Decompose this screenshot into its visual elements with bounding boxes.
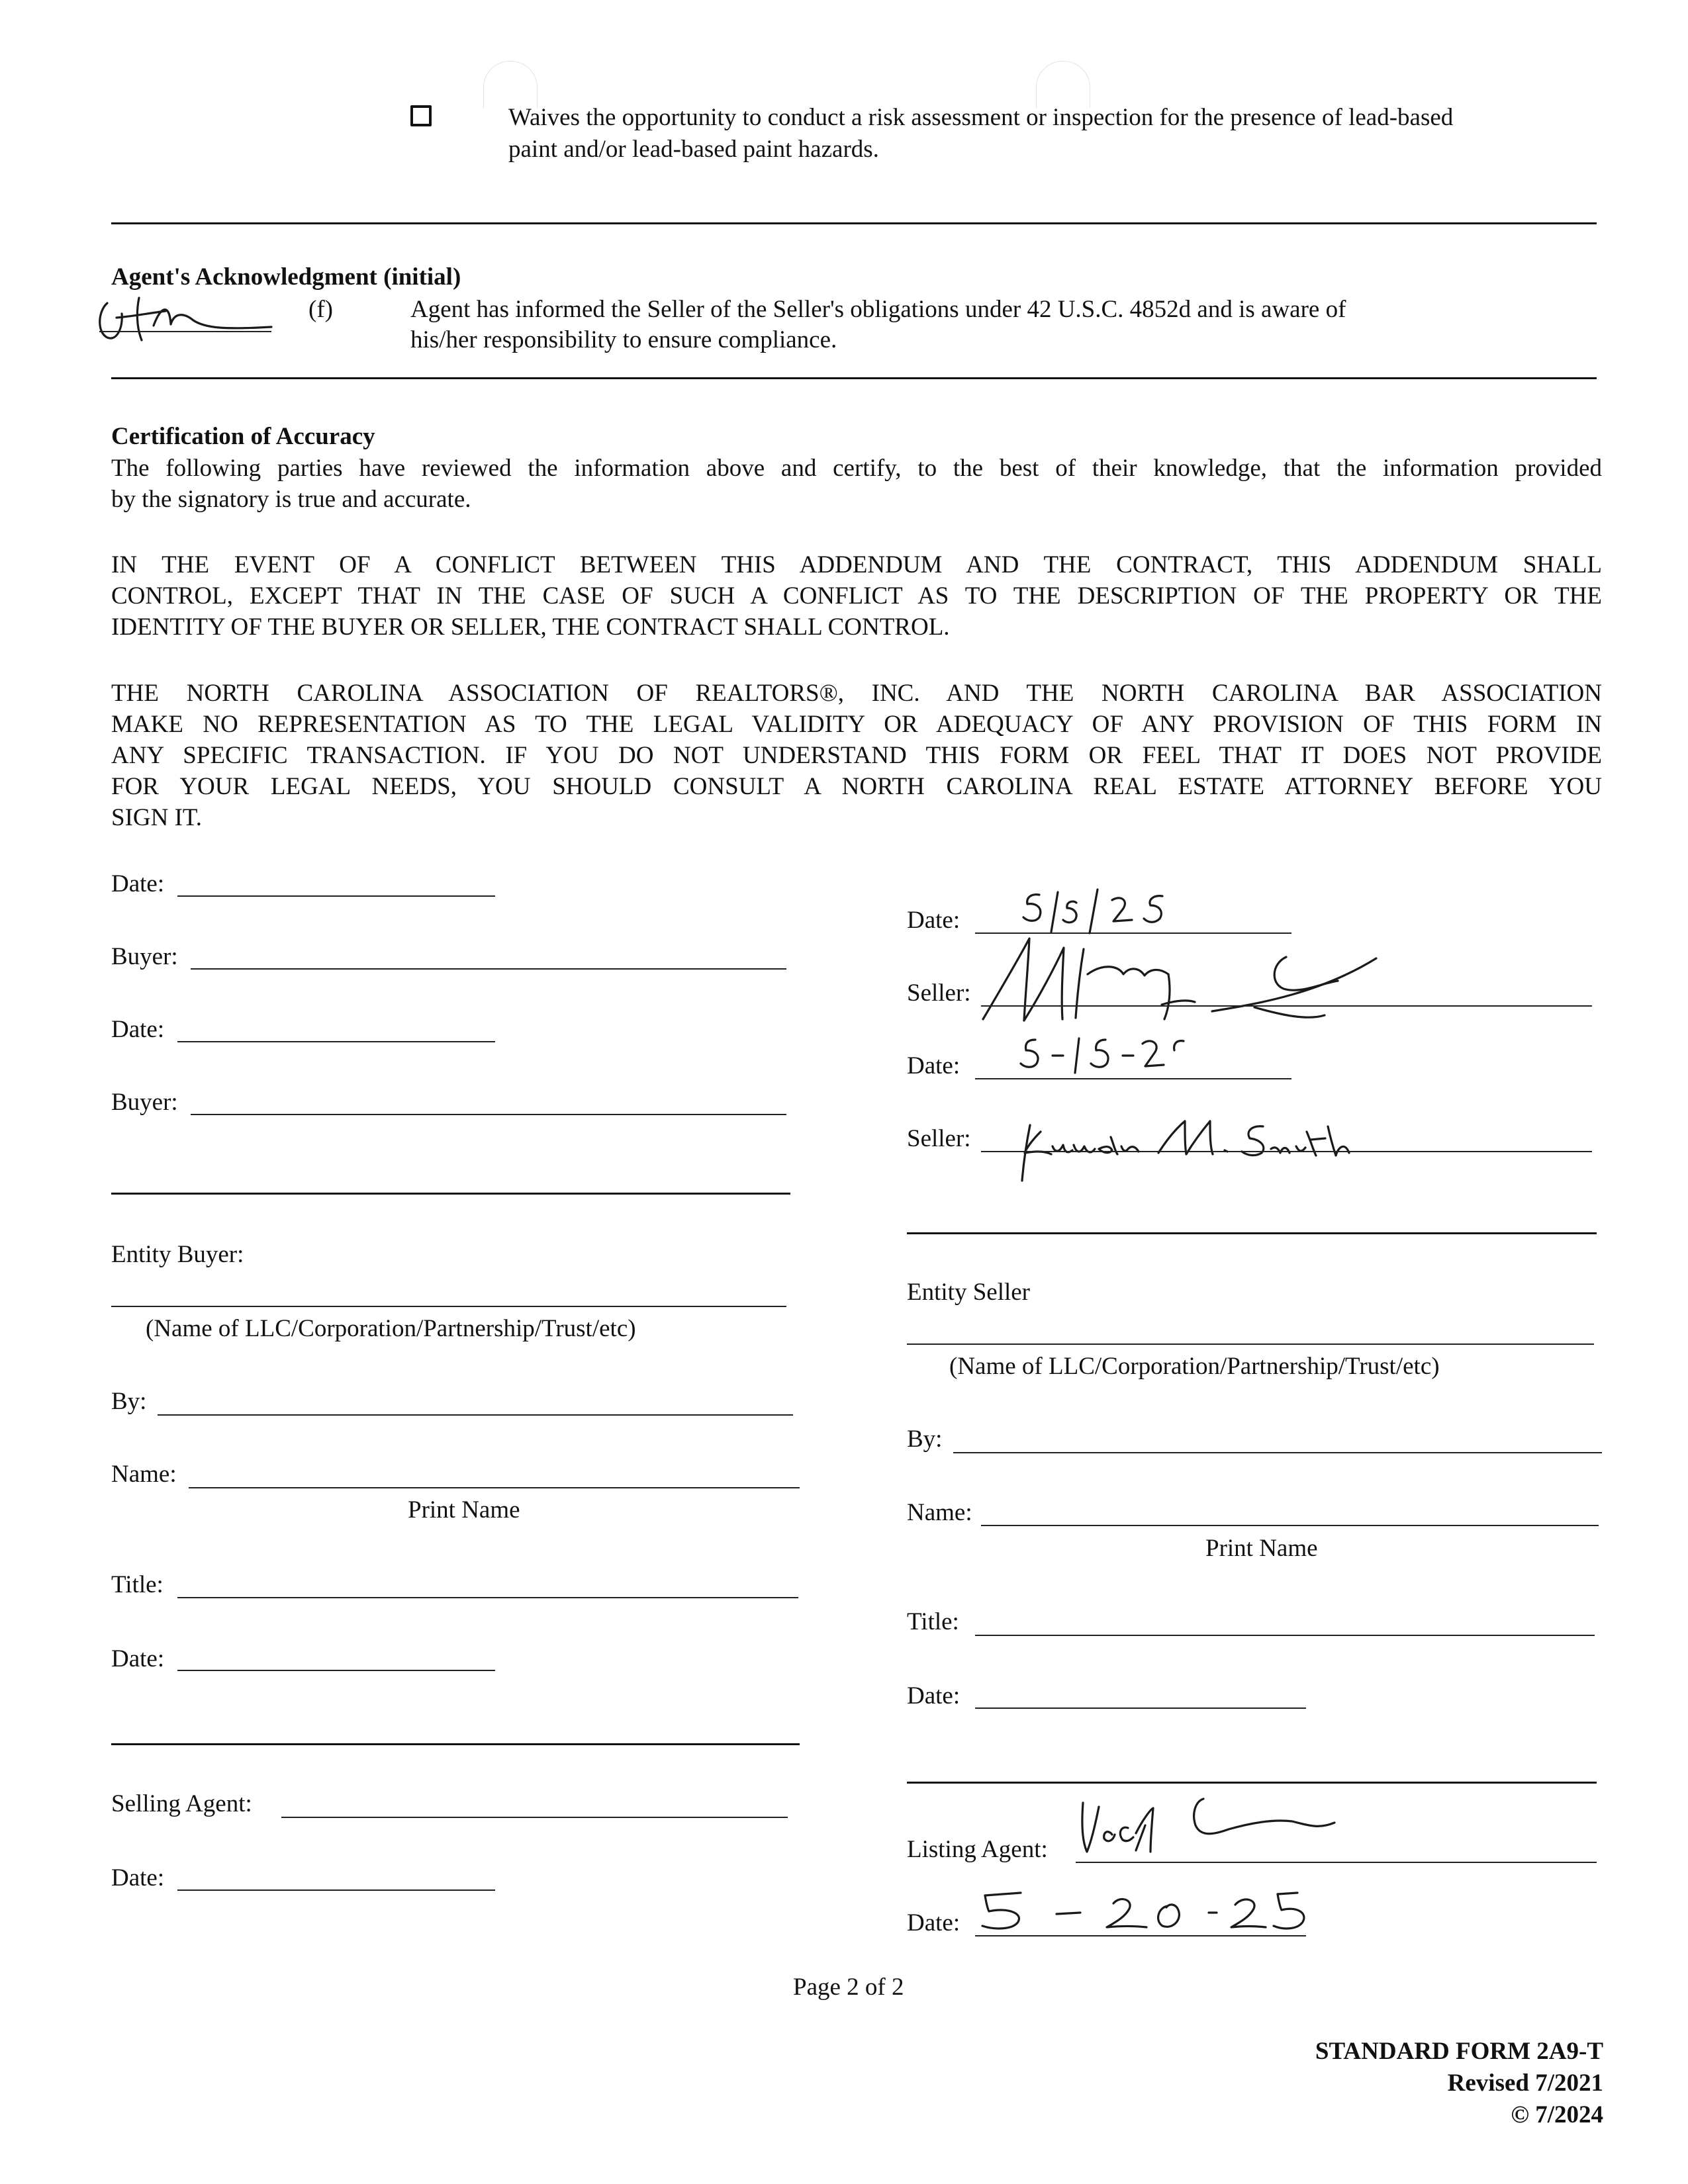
- seller-date-1-label: Date:: [907, 907, 961, 934]
- entity-buyer-title-field[interactable]: [177, 1597, 798, 1598]
- buyer-2-label: Buyer:: [111, 1089, 178, 1116]
- entity-buyer-by-field[interactable]: [158, 1414, 793, 1416]
- selling-agent-signature-field[interactable]: [281, 1817, 788, 1818]
- seller-2-signature: [1011, 1112, 1409, 1185]
- disclaimer-line-2: MAKE NO REPRESENTATION AS TO THE LEGAL VALIDITY OR ADEQUACY OF ANY PROVISION OF THIS FORM IN: [111, 711, 1602, 738]
- seller-date-2-handwriting: [1006, 1029, 1178, 1082]
- listing-agent-date-handwriting: [977, 1886, 1315, 1939]
- entity-seller-name-label: Name:: [907, 1499, 972, 1526]
- seller-1-signature: [976, 927, 1400, 1032]
- certification-heading: Certification of Accuracy: [111, 423, 375, 450]
- entity-buyer-by-label: By:: [111, 1388, 147, 1415]
- section-divider: [111, 222, 1597, 224]
- entity-buyer-print-name-field[interactable]: [189, 1487, 800, 1488]
- entity-buyer-divider: [111, 1743, 800, 1745]
- entity-buyer-date-label: Date:: [111, 1645, 165, 1672]
- waive-line-1: Waives the opportunity to conduct a risk assessment or inspection for the presence of lead-based: [508, 104, 1454, 131]
- certification-line-1: The following parties have reviewed the information above and certify, to the best of their knowledge, that the information provided: [111, 455, 1602, 482]
- disclaimer-line-3: ANY SPECIFIC TRANSACTION. IF YOU DO NOT UNDERSTAND THIS FORM OR FEEL THAT IT DOES NOT PROVIDE: [111, 742, 1602, 769]
- agent-ack-heading: Agent's Acknowledgment (initial): [111, 263, 461, 291]
- entity-seller-date-label: Date:: [907, 1682, 961, 1709]
- entity-buyer-name-label: Name:: [111, 1461, 177, 1488]
- form-name: STANDARD FORM 2A9-T: [1315, 2038, 1603, 2065]
- entity-seller-date-field[interactable]: [975, 1707, 1306, 1709]
- entity-seller-by-label: By:: [907, 1426, 943, 1453]
- disclaimer-line-1: THE NORTH CAROLINA ASSOCIATION OF REALTORS®, INC. AND THE NORTH CAROLINA BAR ASSOCIATION: [111, 680, 1602, 707]
- seller-section-divider: [907, 1232, 1597, 1234]
- conflict-line-1: IN THE EVENT OF A CONFLICT BETWEEN THIS ADDENDUM AND THE CONTRACT, THIS ADDENDUM SHALL: [111, 551, 1602, 578]
- entity-buyer-name-caption: (Name of LLC/Corporation/Partnership/Trust/etc): [146, 1315, 636, 1342]
- seller-1-label: Seller:: [907, 979, 971, 1007]
- waive-checkbox[interactable]: [410, 105, 432, 126]
- entity-seller-divider: [907, 1782, 1597, 1784]
- entity-seller-name-field[interactable]: [907, 1343, 1594, 1345]
- entity-seller-title-label: Title:: [907, 1608, 959, 1635]
- entity-buyer-name-field[interactable]: [111, 1306, 786, 1307]
- form-revised: Revised 7/2021: [1447, 2070, 1603, 2097]
- entity-buyer-label: Entity Buyer:: [111, 1241, 244, 1268]
- conflict-clause: [111, 549, 1602, 643]
- entity-seller-name-caption: (Name of LLC/Corporation/Partnership/Trust/etc): [949, 1353, 1440, 1380]
- agent-initials-signature: [93, 285, 285, 357]
- agent-ack-line-1: Agent has informed the Seller of the Seller's obligations under 42 U.S.C. 4852d and is aware of: [410, 296, 1346, 323]
- buyer-date-1-field[interactable]: [177, 895, 495, 897]
- buyer-date-2-label: Date:: [111, 1016, 165, 1043]
- entity-seller-print-name-caption: Print Name: [1205, 1535, 1318, 1562]
- listing-agent-date-field[interactable]: [975, 1935, 1306, 1936]
- listing-agent-date-label: Date:: [907, 1909, 961, 1936]
- certification-body: [111, 453, 1602, 515]
- seller-1-signature-field[interactable]: [981, 1005, 1592, 1007]
- entity-buyer-title-label: Title:: [111, 1571, 164, 1598]
- disclaimer-line-4: FOR YOUR LEGAL NEEDS, YOU SHOULD CONSULT A NORTH CAROLINA REAL ESTATE ATTORNEY BEFORE YOU: [111, 773, 1602, 800]
- listing-agent-signature: [1072, 1787, 1403, 1860]
- form-copyright: © 7/2024: [1511, 2101, 1603, 2128]
- entity-seller-by-field[interactable]: [953, 1452, 1602, 1453]
- selling-agent-date-field[interactable]: [177, 1889, 495, 1891]
- selling-agent-date-label: Date:: [111, 1864, 165, 1891]
- buyer-date-1-label: Date:: [111, 870, 165, 897]
- listing-agent-signature-field[interactable]: [1076, 1862, 1597, 1863]
- buyer-1-signature-field[interactable]: [191, 968, 786, 970]
- entity-seller-title-field[interactable]: [975, 1635, 1595, 1636]
- buyer-1-label: Buyer:: [111, 943, 178, 970]
- certification-line-2: by the signatory is true and accurate.: [111, 486, 471, 513]
- entity-buyer-print-name-caption: Print Name: [408, 1496, 520, 1524]
- seller-date-2-label: Date:: [907, 1052, 961, 1079]
- entity-buyer-date-field[interactable]: [177, 1670, 495, 1671]
- entity-seller-print-name-field[interactable]: [981, 1525, 1599, 1526]
- entity-seller-label: Entity Seller: [907, 1279, 1030, 1306]
- conflict-line-3: IDENTITY OF THE BUYER OR SELLER, THE CONTRACT SHALL CONTROL.: [111, 614, 950, 641]
- agent-ack-line-2: his/her responsibility to ensure compliance.: [410, 326, 837, 353]
- seller-2-signature-field[interactable]: [981, 1151, 1592, 1152]
- waive-line-2: paint and/or lead-based paint hazards.: [508, 136, 879, 163]
- agent-initials-line: [99, 331, 271, 332]
- disclaimer-line-5: SIGN IT.: [111, 804, 203, 831]
- seller-2-label: Seller:: [907, 1125, 971, 1152]
- selling-agent-label: Selling Agent:: [111, 1790, 252, 1817]
- buyer-date-2-field[interactable]: [177, 1041, 495, 1042]
- page-number: Page 2 of 2: [793, 1974, 904, 2001]
- punch-hole-mark: [483, 61, 538, 108]
- buyer-section-divider: [111, 1193, 790, 1195]
- agent-ack-marker: (f): [308, 296, 333, 323]
- disclaimer: [111, 678, 1602, 833]
- section-divider: [111, 377, 1597, 379]
- buyer-2-signature-field[interactable]: [191, 1114, 786, 1115]
- listing-agent-label: Listing Agent:: [907, 1836, 1048, 1863]
- punch-hole-mark: [1036, 61, 1090, 108]
- conflict-line-2: CONTROL, EXCEPT THAT IN THE CASE OF SUCH A CONFLICT AS TO THE DESCRIPTION OF THE PROPERTY OR THE: [111, 582, 1602, 610]
